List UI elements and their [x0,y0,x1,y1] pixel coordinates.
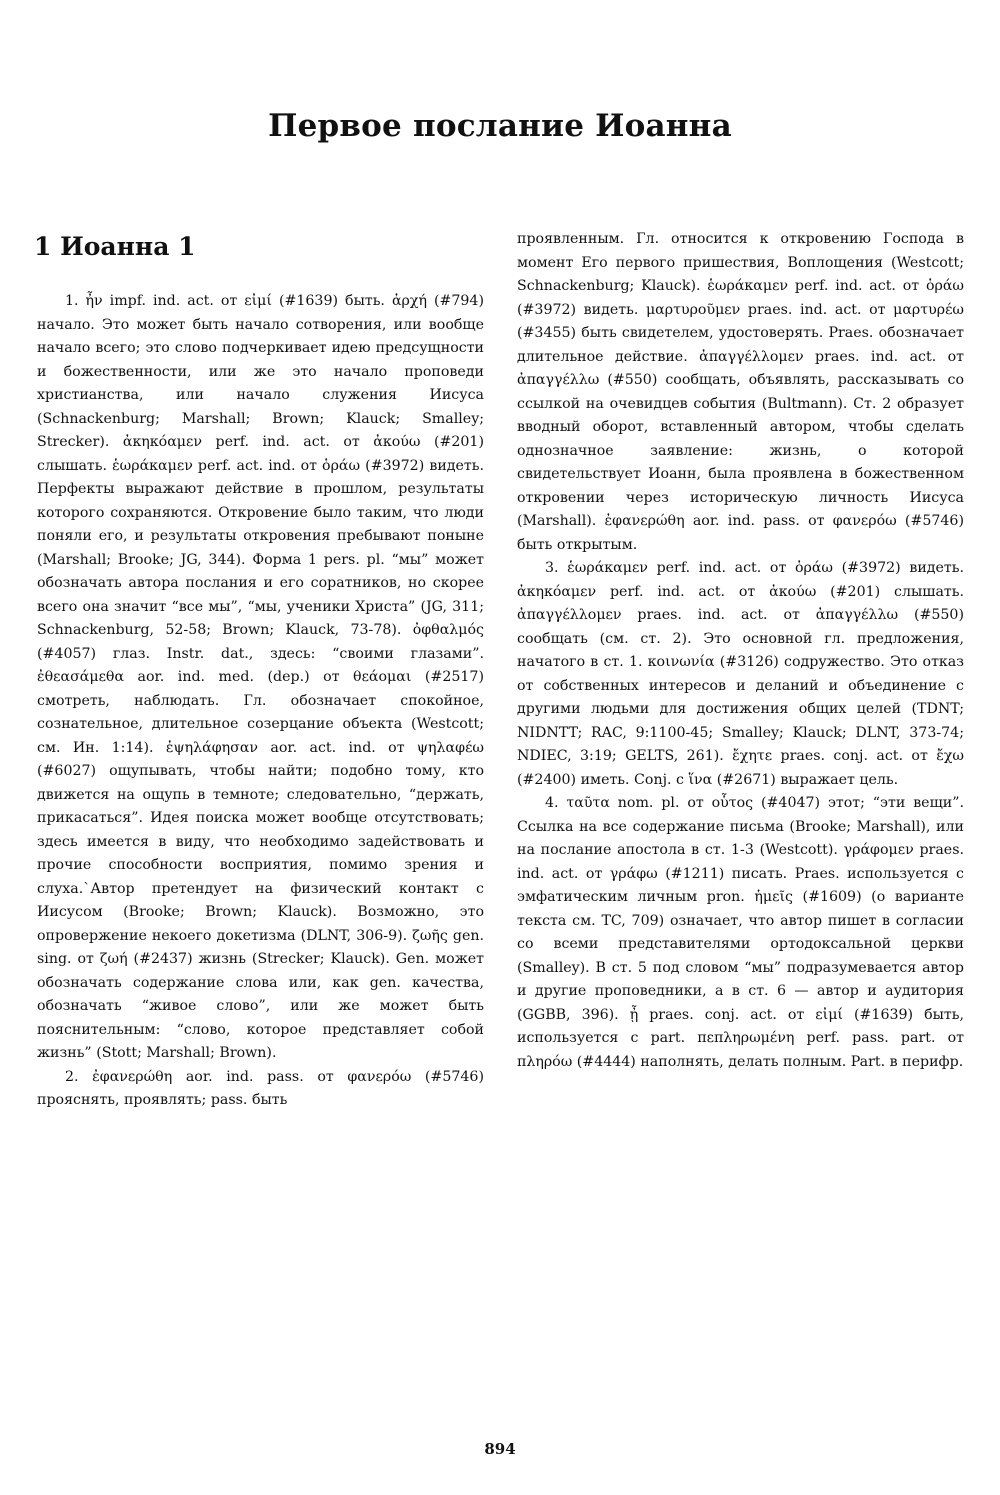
right-column [517,228,964,1074]
page-title: Первое послание Иоанна [268,108,732,144]
page-number: 894 [484,1440,516,1458]
verse-2-commentary-continued: проявленным. Гл. относится к откровению Господа в момент Его первого пришествия, Воплощения (Westcott; Schnackenburg; Klauck). ἑωράκαμεν perf. ind. act. от ὁράω (#3972) видеть. μαρτυροῦμεν praes. ind. act. от μαρτυρέω (#3455) быть свидетелем, удостоверять. Praes. обозначает длительное действие. ἀπαγγέλλομεν praes. ind. act. от ἀπαγγέλλω (#550) сообщать, объявлять, рассказывать со ссылкой на очевидцев события (Bultmann). Ст. 2 образует вводный оборот, вставленный автором, чтобы сделать однозначное заявление: жизнь, о которой свидетельствует Иоанн, была проявлена в божественном откровении через историческую личность Иисуса (Marshall). ἐφανερώθη aor. ind. pass. от φανερόω (#5746) быть открытым. [517,231,964,553]
verse-2-commentary-start: 2. ἐφανερώθη aor. ind. pass. от φανερόω (#5746) прояснять, проявлять; pass. быть [37,1068,484,1108]
verse-3-commentary: 3. ἑωράκαμεν perf. ind. act. от ὁράω (#3972) видеть. ἀκηκόαμεν perf. ind. act. от ἀκούω (#201) слышать. ἀπαγγέλλομεν praes. ind. act. от ἀπαγγέλλω (#550) сообщать (см. ст. 2). Это основной гл. предложения, начатого в ст. 1. κοινωνία (#3126) содружество. Это отказ от собственных интересов и деланий и объединение с другими людьми для достижения общих целей (TDNT; NIDNTT; RAC, 9:1100-45; Smalley; Klauck; DLNT, 373-74; NDIEC, 3:19; GELTS, 261). ἔχητε praes. conj. act. от ἔχω (#2400) иметь. Conj. с ἵνα (#2671) выражает цель. [517,560,964,788]
chapter-heading: 1 Иоанна 1 [34,232,196,261]
verse-1-commentary: 1. ἦν impf. ind. act. от εἰμί (#1639) быть. ἀρχή (#794) начало. Это может быть начало сотворения, или вообще начало всего; это слово подчеркивает идею предсущности и божественности, или же это начало проповеди христианства, или начало служения Иисуса (Schnackenburg; Marshall; Brown; Klauck; Smalley; Strecker). ἀκηκόαμεν perf. ind. act. от ἀκούω (#201) слышать. ἑωράκαμεν perf. act. ind. от ὁράω (#3972) видеть. Перфекты выражают действие в прошлом, результаты которого сохраняются. Откровение было таким, что люди поняли его, и результаты откровения пребывают поныне (Marshall; Brooke; JG, 344). Форма 1 pers. pl. “мы” может обозначать автора послания и его соратников, но скорее всего она значит “все мы”, “мы, ученики Христа” (JG, 311; Schnackenburg, 52-58; Brown; Klauck, 73-78). ὀφθαλμός (#4057) глаз. Instr. dat., здесь: “своими глазами”. ἐθεασάμεθα aor. ind. med. (dep.) от θεάομαι (#2517) смотреть, наблюдать. Гл. обозначает спокойное, сознательное, длительное созерцание объекта (Westcott; см. Ин. 1:14). ἐψηλάφησαν aor. act. ind. от ψηλαφέω (#6027) ощупывать, чтобы найти; подобно тому, кто движется на ощупь в темноте; следовательно, “держать, прикасаться”. Идея поиска может вообще отсутствовать; здесь имеется в виду, что необходимо задействовать и прочие способности восприятия, помимо зрения и слуха.`Автор претендует на физический контакт с Иисусом (Brooke; Brown; Klauck). Возможно, это опровержение некоего докетизма (DLNT, 306-9). ζωῆς gen. sing. от ζωή (#2437) жизнь (Strecker; Klauck). Gen. может обозначать содержание слова или, как gen. качества, обозначать “живое слово”, или же может быть пояснительным: “слово, которое представляет собой жизнь” (Stott; Marshall; Brown). [37,293,484,1061]
left-column [37,290,484,1113]
verse-4-commentary: 4. ταῦτα nom. pl. от οὗτος (#4047) этот; “эти вещи”. Ссылка на все содержание письма (Brooke; Marshall), или на послание апостола в ст. 1-3 (Westcott). γράφομεν praes. ind. act. от γράφω (#1211) писать. Praes. используется с эмфатическим личным pron. ἡμεῖς (#1609) (о варианте текста см. TC, 709) означает, что автор пишет в согласии со всеми представителями ортодоксальной церкви (Smalley). В ст. 5 под словом “мы” подразумевается автор и другие проповедники, а в ст. 6 — автор и аудитория (GGBB, 396). ᾖ praes. conj. act. от εἰμί (#1639) быть, используется с part. πεπληρωμένη perf. pass. part. от πληρόω (#4444) наполнять, делать полным. Part. в перифр. [517,795,964,1070]
